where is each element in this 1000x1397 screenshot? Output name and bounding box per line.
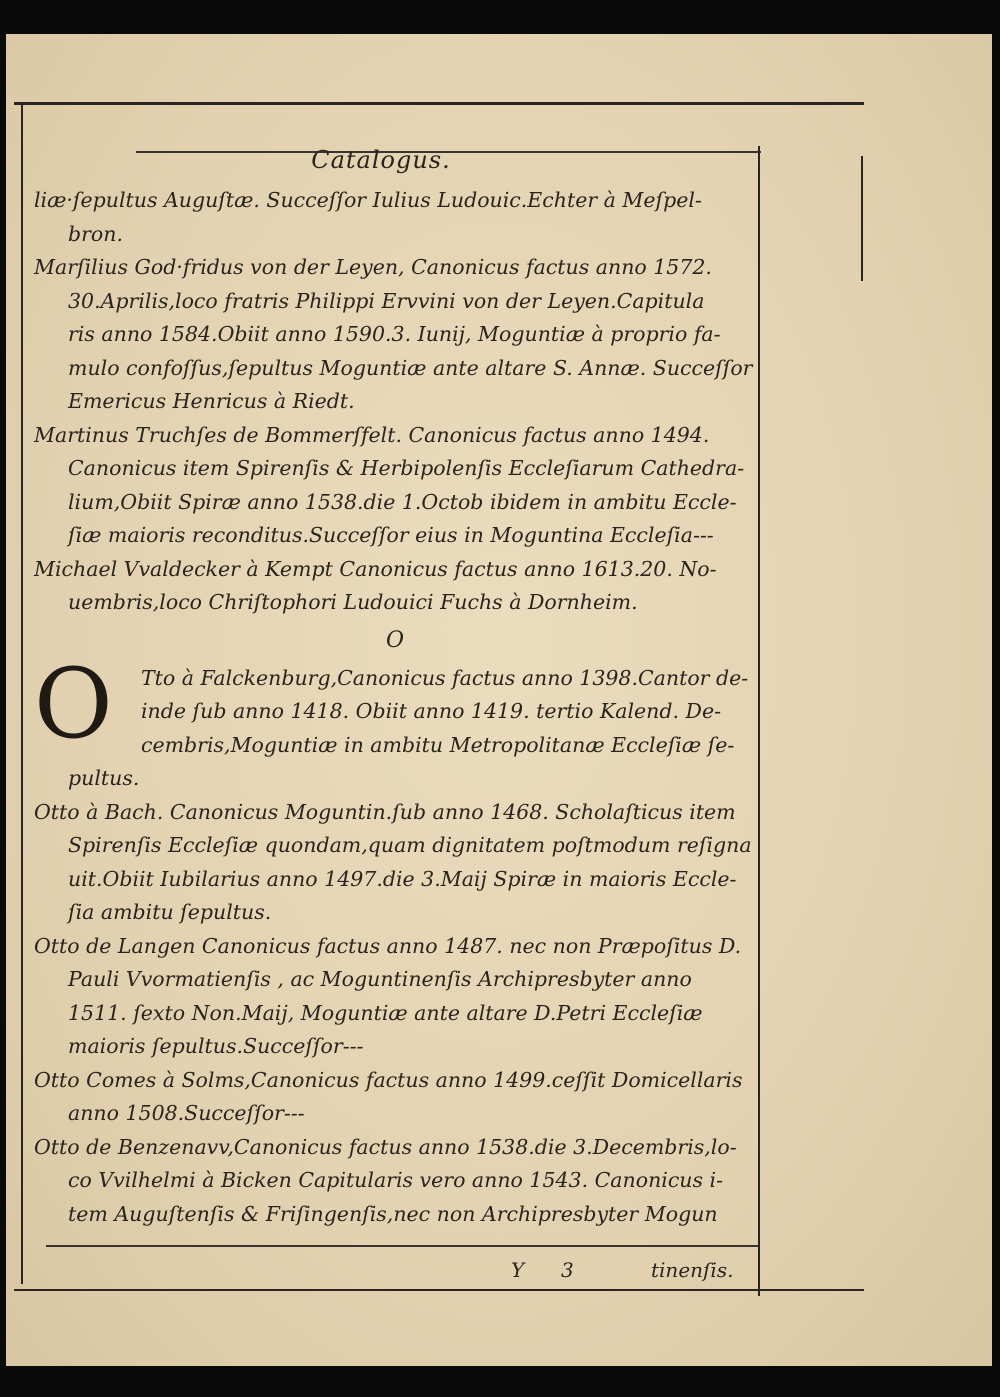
text-line: 1511. ſexto Non.Maij, Moguntiæ ante altare D.Petri Eccleſiæ <box>68 1000 703 1025</box>
text-line: ſia ambitu ſepultus. <box>68 900 272 924</box>
text-line: liæ·ſepultus Auguſtæ. Succeſſor Iulius Ludouic.Echter à Meſpel- <box>34 188 702 212</box>
text-line: pultus. <box>68 766 140 790</box>
catchword: tinenſis. <box>651 1258 734 1282</box>
dropcap-letter: O <box>34 647 113 760</box>
text-line: Pauli Vvormatienſis , ac Moguntinenſis Archipresbyter anno <box>68 967 692 991</box>
entry-first-line: Otto de Langen Canonicus factus anno 1487. nec non Præpoſitus D. <box>34 933 742 958</box>
right-margin-line <box>758 146 760 1296</box>
text-line: tem Auguſtenſis & Friſingenſis,nec non Archipresbyter Mogun <box>68 1201 718 1226</box>
text-line: uembris,loco Chriſtophori Ludouici Fuchs à Dornheim. <box>68 590 638 614</box>
running-head: Catalogus. <box>311 146 451 174</box>
text-block <box>34 184 756 1231</box>
top-rule <box>14 102 864 105</box>
section-letter: O <box>385 627 405 653</box>
signature-number: 3 <box>561 1258 574 1282</box>
book-page <box>6 34 992 1366</box>
text-line: 30.Aprilis,loco fratris Philippi Ervvini von der Leyen.Capitula <box>68 288 705 313</box>
entry-first-line: Otto Comes à Solms,Canonicus factus anno 1499.ceſſit Domicellaris <box>34 1067 743 1092</box>
outer-margin-line <box>861 156 863 281</box>
text-line: inde ſub anno 1418. Obiit anno 1419. tertio Kalend. De- <box>141 699 722 723</box>
text-line: uit.Obiit Iubilarius anno 1497.die 3.Maij Spiræ in maioris Eccle- <box>68 866 737 891</box>
bottom-rule <box>14 1289 864 1291</box>
entry-first-line: Marſilius God·fridus von der Leyen, Canonicus factus anno 1572. <box>34 255 712 279</box>
entry-first-line: Michael Vvaldecker à Kempt Canonicus factus anno 1613.20. No- <box>34 556 717 581</box>
footer-rule <box>46 1245 758 1247</box>
text-line: mulo confoſſus,ſepultus Moguntiæ ante altare S. Annæ. Succeſſor <box>68 355 753 380</box>
entry-first-line: Otto à Bach. Canonicus Moguntin.ſub anno 1468. Scholaſticus item <box>34 799 736 824</box>
entry-first-line: Otto de Benzenavv,Canonicus factus anno 1538.die 3.Decembris,lo- <box>34 1134 737 1159</box>
text-line: lium,Obiit Spiræ anno 1538.die 1.Octob ibidem in ambitu Eccle- <box>68 489 737 514</box>
text-line: ſiæ maioris reconditus.Succeſſor eius in Moguntina Eccleſia--- <box>68 523 714 547</box>
text-line: Tto à Falckenburg,Canonicus factus anno 1398.Cantor de- <box>141 665 749 690</box>
text-line: Canonicus item Spirenſis & Herbipolenſis Eccleſiarum Cathedra- <box>68 456 745 480</box>
entry-first-line: Martinus Truchſes de Bommerſfelt. Canonicus factus anno 1494. <box>34 422 710 447</box>
text-line: maioris ſepultus.Succeſſor--- <box>68 1034 364 1058</box>
signature-mark: Y <box>511 1258 525 1282</box>
left-margin-line <box>21 104 23 1284</box>
text-line: co Vvilhelmi à Bicken Capitularis vero anno 1543. Canonicus i- <box>68 1168 724 1192</box>
dropcap-entry <box>34 647 756 796</box>
text-line: ris anno 1584.Obiit anno 1590.3. Iunij, Moguntiæ à proprio fa- <box>68 322 721 346</box>
text-line: cembris,Moguntiæ in ambitu Metropolitanæ Eccleſiæ ſe- <box>141 732 735 757</box>
text-line: Emericus Henricus à Riedt. <box>68 389 355 413</box>
text-line: bron. <box>68 221 123 246</box>
text-line: anno 1508.Succeſſor--- <box>68 1101 305 1125</box>
text-line: Spirenſis Eccleſiæ quondam,quam dignitatem poſtmodum reſigna <box>68 833 752 857</box>
